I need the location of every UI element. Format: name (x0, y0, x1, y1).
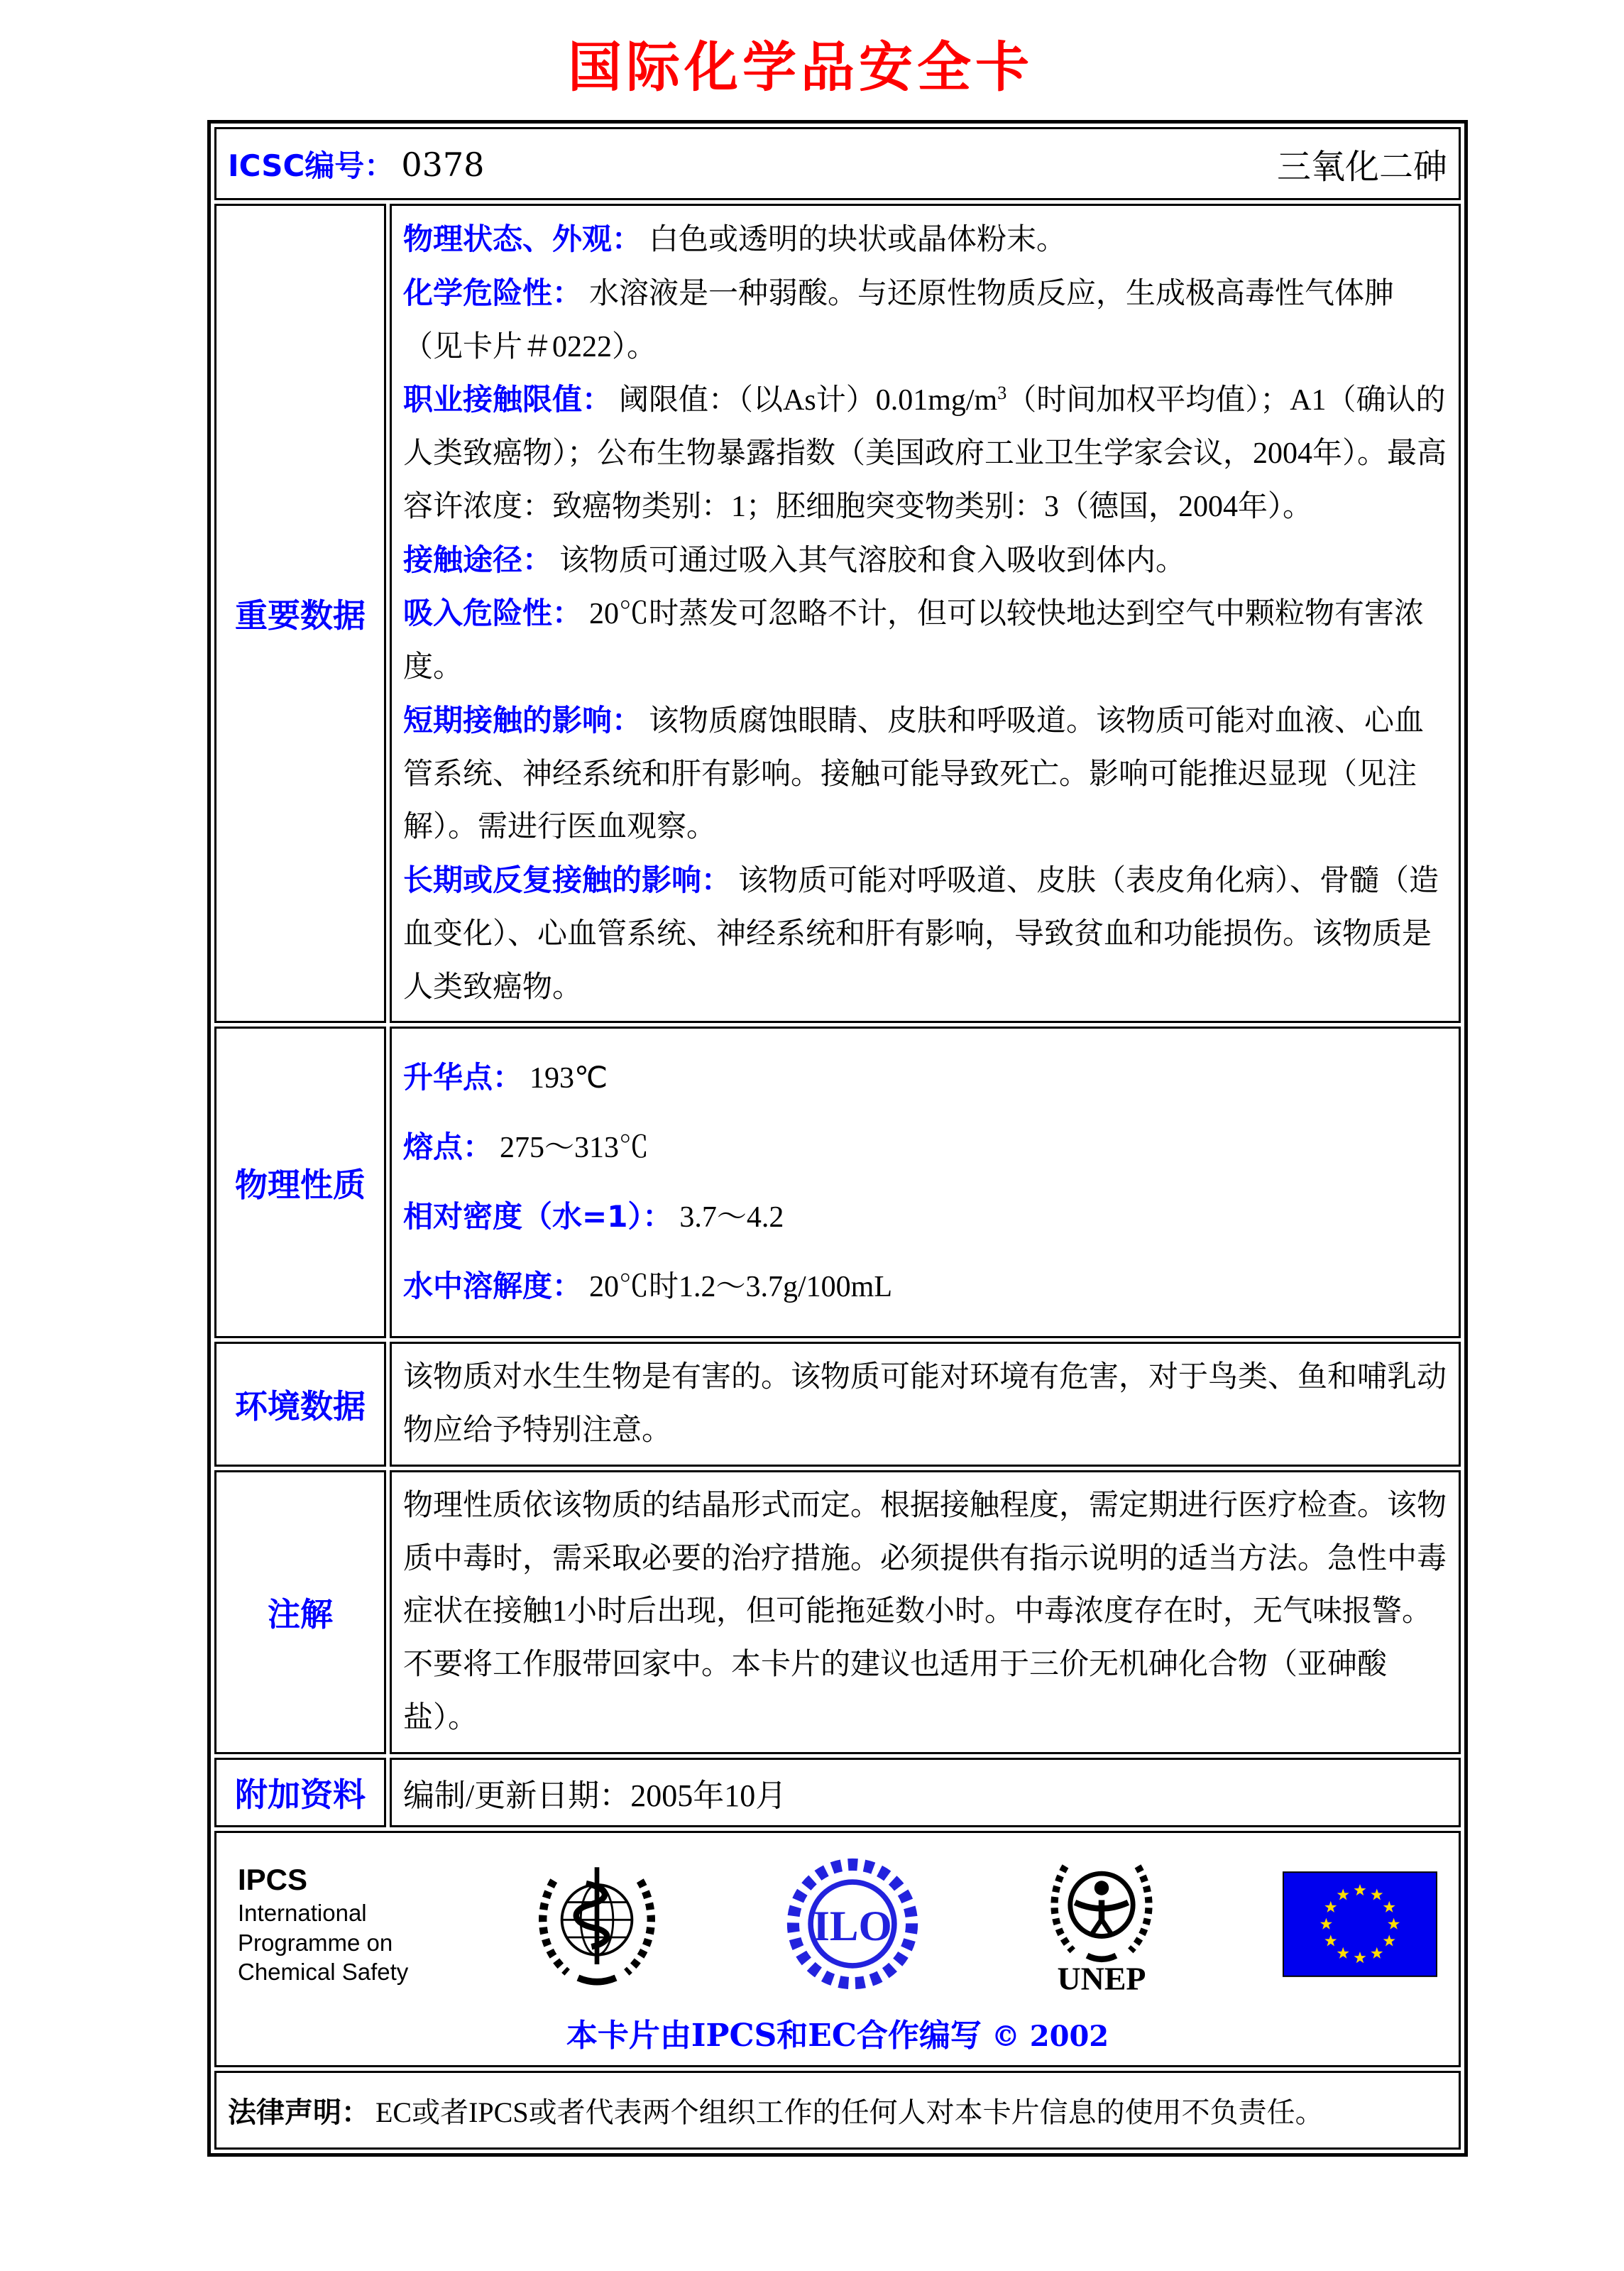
notes-text: 物理性质依该物质的结晶形式而定。根据接触程度，需定期进行医疗检查。该物质中毒时，需采取必要的治疗措施。必须提供有指示说明的适当方法。急性中毒症状在接触1小时后出现，但可能拖延数小时。中毒浓度存在时，无气味报警。不要将工作服带回家中。本卡片的建议也适用于三价无机砷化合物（亚砷酸盐）。 (403, 1489, 1447, 1734)
page-title: 国际化学品安全卡 (568, 35, 1033, 99)
icsc-number-label: ICSC编号： (228, 148, 395, 183)
legal-notice-row (214, 2071, 1461, 2150)
ipcs-text-block: IPCS International Programme on Chemical Safety (238, 1862, 409, 1985)
additional-info-row (214, 1758, 1461, 1827)
environmental-data-row-label: 环境数据 (214, 1342, 386, 1467)
substance-name: 三氧化二砷 (1276, 148, 1447, 186)
unep-logo-icon (1041, 1851, 1162, 1997)
who-logo-icon (530, 1856, 664, 1991)
icsc-table (207, 120, 1468, 2157)
water-solubility: 水中溶解度： 20℃时1.2～3.7g/100mL (403, 1268, 893, 1303)
copyright-text: © 2002 (991, 2019, 1109, 2053)
notes-row (214, 1470, 1461, 1754)
sublimation-point: 升华点： 193℃ (403, 1060, 608, 1095)
notes-content (390, 1470, 1461, 1754)
relative-density: 相对密度（水=1）： 3.7～4.2 (403, 1198, 784, 1234)
ilo-logo-text: ILO (813, 1902, 892, 1950)
long-term-exposure-effects: 长期或反复接触的影响： 该物质可能对呼吸道、皮肤（表皮角化病）、骨髓（造血变化）、心血管系统、神经系统和肝有影响，导致贫血和功能损伤。该物质是人类致癌物。 (403, 863, 1439, 1004)
short-term-exposure-effects: 短期接触的影响： 该物质腐蚀眼睛、皮肤和呼吸道。该物质可能对血液、心血管系统、神经系统和肝有影响。接触可能导致死亡。影响可能推迟显现（见注解）。需进行医血观察。 (403, 702, 1425, 844)
notes-row-label: 注解 (214, 1470, 386, 1754)
chemical-dangers: 化学危险性： 水溶液是一种弱酸。与还原性物质反应，生成极高毒性气体胂（见卡片＃0222）。 (403, 275, 1395, 363)
icsc-number (228, 143, 484, 185)
icsc-number-value: 0378 (401, 145, 485, 184)
important-data-row-label: 重要数据 (214, 204, 386, 1023)
ilo-logo-icon (785, 1856, 920, 1991)
credit-text: 本卡片由IPCS和EC合作编写 (566, 2017, 982, 2054)
additional-info-row-label: 附加资料 (214, 1758, 386, 1827)
legal-notice-label: 法律声明： (228, 2096, 370, 2129)
environmental-data-text: 该物质对水生生物是有害的。该物质可能对环境有危害，对于鸟类、鱼和哺乳动物应给予特别注意。 (403, 1361, 1447, 1447)
logos-row (214, 1831, 1461, 2067)
unep-logo-text: UNEP (1057, 1959, 1146, 1996)
important-data-row (214, 204, 1461, 1023)
melting-point: 熔点： 275～313℃ (403, 1129, 649, 1164)
physical-properties-content (390, 1027, 1461, 1338)
routes-of-exposure: 接触途径： 该物质可通过吸入其气溶胶和食入吸收到体内。 (403, 542, 1186, 577)
physical-state-appearance: 物理状态、外观： 白色或透明的块状或晶体粉末。 (403, 221, 1067, 256)
legal-notice-text: EC或者IPCS或者代表两个组织工作的任何人对本卡片信息的使用不负责任。 (375, 2096, 1324, 2128)
physical-properties-row-label: 物理性质 (214, 1027, 386, 1338)
environmental-data-row (214, 1342, 1461, 1467)
header-row (214, 127, 1461, 200)
environmental-data-content (390, 1342, 1461, 1467)
important-data-content (390, 204, 1461, 1023)
occupational-exposure-limits: 职业接触限值： 阈限值：（以As计）$0.01mg/m^3$（时间加权平均值）；A1（确认的人类致癌物）；公布生物暴露指数（美国政府工业卫生学家会议，2004年）。最高容许浓度：致癌物类别：1；胚细胞突变物类别：3（德国，2004年）。 (403, 382, 1447, 523)
eu-flag-icon (1283, 1871, 1437, 1977)
inhalation-risk: 吸入危险性： 20℃时蒸发可忽略不计，但可以较快地达到空气中颗粒物有害浓度。 (403, 596, 1425, 684)
physical-properties-row (214, 1027, 1461, 1338)
additional-info-content: 编制/更新日期：2005年10月 (390, 1758, 1461, 1827)
credit-line (238, 2010, 1437, 2055)
ipcs-title: IPCS (238, 1862, 308, 1896)
